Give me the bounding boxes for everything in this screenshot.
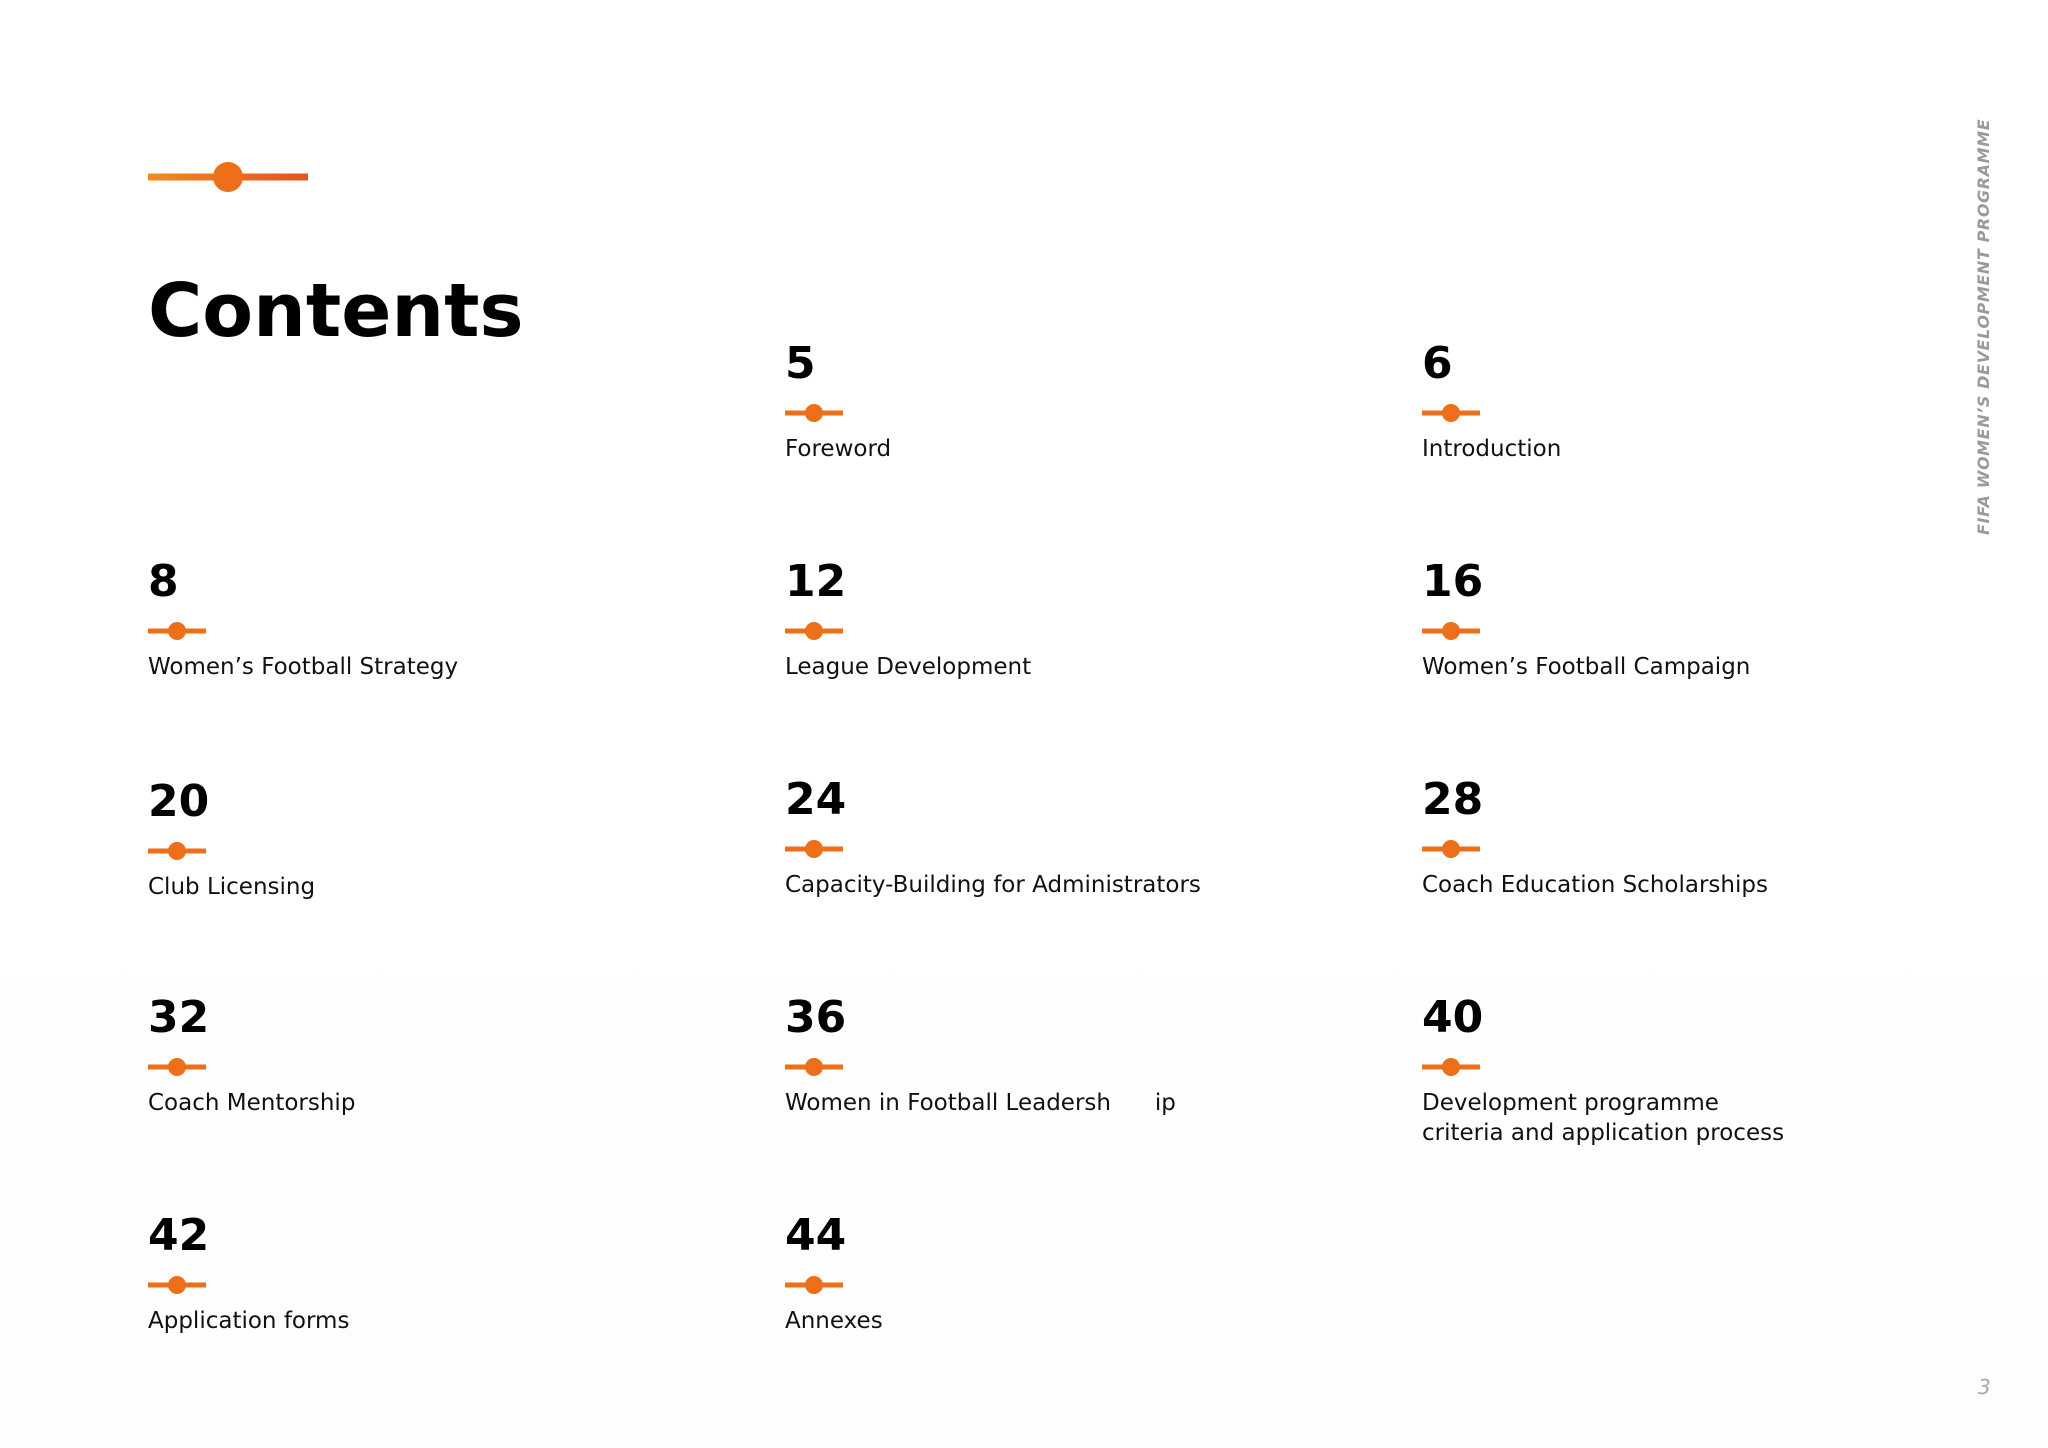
toc-page-number: 24 bbox=[785, 774, 847, 825]
side-running-title: FIFA WOMEN’S DEVELOPMENT PROGRAMME bbox=[1974, 118, 1993, 535]
toc-entry[interactable] bbox=[785, 556, 1345, 682]
orange-dot-marker-icon bbox=[148, 622, 206, 640]
toc-page-number: 8 bbox=[148, 556, 179, 607]
orange-dot-marker-icon bbox=[785, 840, 843, 858]
toc-page-number: 32 bbox=[148, 992, 210, 1043]
orange-dot-marker-icon bbox=[148, 1276, 206, 1294]
orange-dot-marker-icon bbox=[1422, 1058, 1480, 1076]
orange-dot-marker-icon bbox=[1422, 404, 1480, 422]
toc-label: Application forms bbox=[148, 1308, 350, 1334]
toc-entry[interactable] bbox=[785, 338, 1345, 464]
orange-dot-marker-icon bbox=[148, 1058, 206, 1076]
toc-label: Coach Mentorship bbox=[148, 1090, 356, 1116]
orange-dot-marker-icon bbox=[785, 622, 843, 640]
toc-entry[interactable] bbox=[148, 556, 708, 682]
orange-line-dot-divider-icon bbox=[148, 161, 308, 193]
toc-entry[interactable] bbox=[148, 992, 708, 1118]
toc-page-number: 28 bbox=[1422, 774, 1484, 825]
toc-entry[interactable] bbox=[1422, 338, 1982, 464]
toc-entry[interactable] bbox=[785, 1210, 1345, 1336]
toc-page-number: 16 bbox=[1422, 556, 1484, 607]
orange-dot-marker-icon bbox=[1422, 622, 1480, 640]
toc-label: Club Licensing bbox=[148, 874, 316, 900]
toc-entry[interactable] bbox=[785, 774, 1345, 900]
toc-label: Women’s Football Campaign bbox=[1422, 654, 1751, 680]
toc-label: Foreword bbox=[785, 436, 892, 462]
orange-dot-marker-icon bbox=[785, 1276, 843, 1294]
toc-page-number: 5 bbox=[785, 338, 816, 389]
toc-entry[interactable] bbox=[785, 992, 1345, 1118]
toc-entry[interactable] bbox=[1422, 992, 1982, 1148]
toc-label: League Development bbox=[785, 654, 1032, 680]
toc-entry[interactable] bbox=[1422, 556, 1982, 682]
toc-page-number: 20 bbox=[148, 776, 210, 827]
orange-dot-marker-icon bbox=[148, 842, 206, 860]
toc-entry[interactable] bbox=[148, 1210, 708, 1336]
toc-page-number: 6 bbox=[1422, 338, 1453, 389]
toc-label: Coach Education Scholarships bbox=[1422, 872, 1768, 898]
page-number: 3 bbox=[1978, 1375, 1991, 1399]
orange-dot-marker-icon bbox=[785, 404, 843, 422]
toc-page-number: 40 bbox=[1422, 992, 1484, 1043]
toc-page-number: 12 bbox=[785, 556, 847, 607]
orange-dot-marker-icon bbox=[785, 1058, 843, 1076]
toc-page-number: 42 bbox=[148, 1210, 210, 1261]
toc-label: Women in Football Leadersh ip bbox=[785, 1090, 1176, 1116]
toc-page-number: 44 bbox=[785, 1210, 847, 1261]
toc-label: Development programme criteria and application process bbox=[1422, 1090, 1785, 1146]
toc-page-number: 36 bbox=[785, 992, 847, 1043]
toc-label: Capacity-Building for Administrators bbox=[785, 872, 1201, 898]
toc-entry[interactable] bbox=[148, 776, 708, 902]
page-title: Contents bbox=[148, 268, 524, 354]
toc-label: Annexes bbox=[785, 1308, 883, 1334]
toc-entry[interactable] bbox=[1422, 774, 1982, 900]
toc-label: Women’s Football Strategy bbox=[148, 654, 459, 680]
orange-dot-marker-icon bbox=[1422, 840, 1480, 858]
toc-label: Introduction bbox=[1422, 436, 1562, 462]
